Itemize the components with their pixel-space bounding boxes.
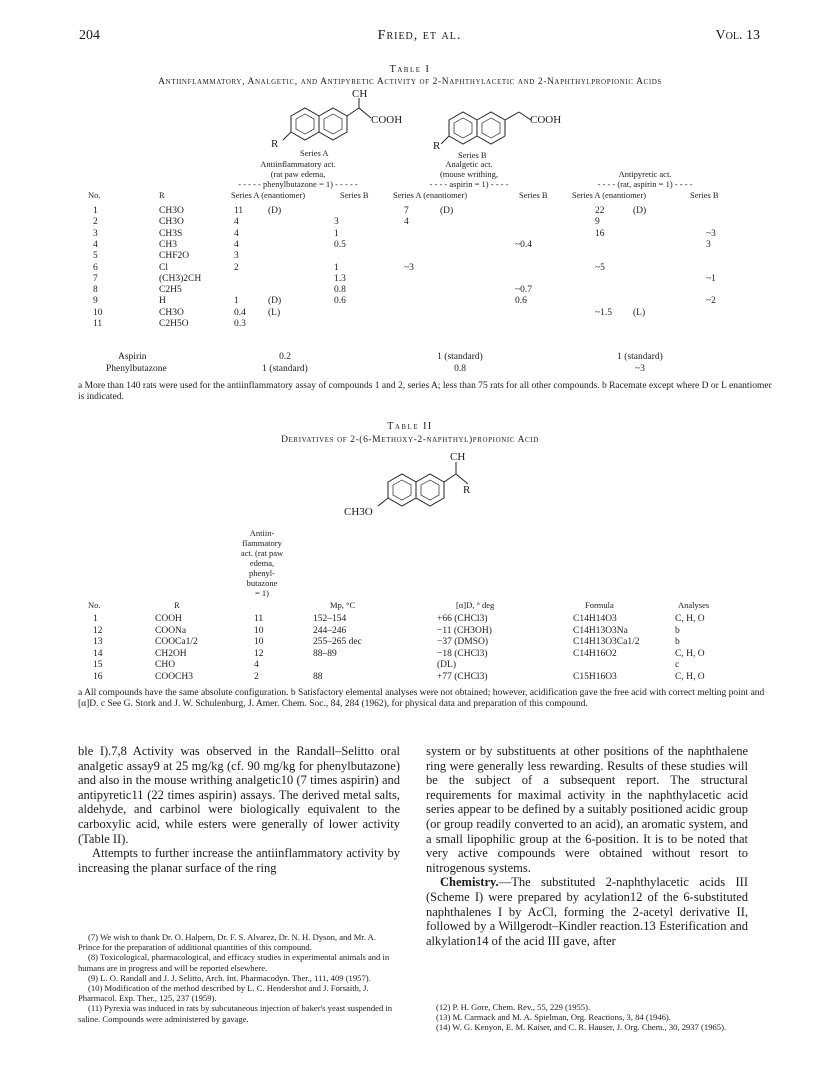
cell-no: 3 [93,228,98,239]
cell-antipyretic-a: 22 [595,206,605,216]
body-column-right [426,744,748,948]
cell-no: 13 [93,637,103,648]
footnotes-right [426,1002,748,1033]
cell-no: 8 [93,285,98,296]
body-column-left [78,744,400,875]
cell-antipyretic-b: 3 [706,239,711,250]
cell-antipyretic-enantiomer: (D) [633,206,647,216]
cell-rotation: +77 (CHCl3) [437,672,488,682]
reference-antiinflam: 0.2 [279,352,291,362]
table2-footnote: a All compounds have the same absolute configuration. b Satisfactory elemental analyses were not obtained; however, acidification gave the free acid with correct melting point and [α]D. c See G. Stork and J. W. Schulenburg, J. Amer. Chem. Soc., 84, 284 (1962), for physical data and preparation of this compound. [78,688,765,709]
reference-note: (13) M. Carmack and M. A. Spielman, Org. Reactions, 3, 84 (1946). [436,1012,671,1023]
cell-rotation: (DL) [437,660,456,671]
cell-r: COOCa1/2 [155,637,198,648]
series-b-cooh: COOH [530,114,562,126]
cell-r: Cl [159,262,168,273]
volume-label: Vol. 13 [715,28,760,43]
cell-mp: 88–89 [313,648,337,659]
cell-antipyretic-a: ~1.5 [595,307,613,318]
cell-no: 12 [93,625,103,636]
reference-antipyretic: ~3 [635,364,645,374]
cell-r: CHF2O [159,251,190,262]
chemistry-heading: Chemistry. [440,875,499,890]
cell-no: 9 [93,296,98,307]
cell-analyses: b [675,625,680,636]
cell-r: H [159,296,166,307]
cell-analyses: c [675,660,680,671]
reference-name: Aspirin [118,352,147,362]
cell-r: CHO [155,660,176,671]
running-authors: Fried, et al. [377,28,462,43]
running-head [79,28,760,46]
analgetic-group-header: Analgetic act. (mouse writhing, - - - - aspirin = 1) - - - - [429,159,509,189]
cell-mp: 152–154 [313,614,347,624]
cell-no: 2 [93,217,98,228]
cell-activity: 10 [254,625,264,636]
cell-activity: 10 [254,637,264,648]
cell-no: 6 [93,262,98,273]
body-paragraph: ble I).7,8 Activity was observed in the Randall–Selitto oral analgetic assay9 at 25 mg/kg (cf. 90 mg/kg for phenylbutazone) and also in the mouse writhing analgetic10 (7 times aspirin) and antipyretic11 (22 times aspirin) assays. The derived metal salts, aldehyde, and carbinol were biologically equivalent to the carboxylic acid, while esters were generally of lower activity (Table II). [78,744,400,846]
cell-formula: C14H16O2 [573,648,617,659]
cell-rotation: −18 (CHCl3) [437,648,488,659]
table1-title: Antiinflammatory, Analgetic, and Antipyretic Activity of 2-Naphthylacetic and 2-Naphthylpropionic Acids [158,77,662,87]
cell-no: 16 [93,672,103,682]
cell-formula: C14H13O3Na [573,625,628,636]
cell-antiinflam-enantiomer: (L) [268,307,281,318]
cell-antipyretic-a: 9 [595,217,600,228]
cell-antiinflam-a: 3 [234,251,239,262]
cell-no: 1 [93,206,98,216]
reference-antipyretic: 1 (standard) [617,352,663,362]
table2-och3: CH3O [344,506,373,518]
cell-antipyretic-b: ~2 [706,296,716,307]
footnotes-left [78,932,400,1024]
cell-formula: C14H13O3Ca1/2 [573,637,640,648]
cell-no: 1 [93,614,98,624]
cell-antiinflam-enantiomer: (D) [268,296,282,307]
cell-analyses: C, H, O [675,614,705,624]
cell-antiinflam-a: 0.4 [234,307,246,318]
series-a-label: Series A [300,148,329,158]
cell-formula: C14H14O3 [573,614,617,624]
cell-antiinflam-a: 0.3 [234,319,246,329]
cell-no: 15 [93,660,103,671]
cell-r: COOH [155,614,182,624]
body-paragraph: system or by substituents at other positions of the naphthalene ring were generally less rewarding. Results of these studies will be the subject of a subsequent report. The structural requirements for maximal activity in the naphthylacetic acid series appear to be defined by a suitably positioned acidic group (or group readily converted to an acid), an aromatic system, and a small lipophilic group at the 6-position. It is to be noted that very active compounds were obtained without resort to nitrogenous systems. [426,744,748,875]
table1-footnote: a More than 140 rats were used for the antiinflammatory assay of compounds 1 and 2, series A; less than 75 rats for all other compounds. b Racemate except where D or L enantiomer is indicated. [78,381,772,402]
series-b-r: R [433,140,441,152]
cell-antiinflam-b: 1 [334,262,339,273]
cell-antiinflam-b: 1.3 [334,273,346,284]
cell-r: CH3O [159,217,184,228]
cell-antiinflam-b: 3 [334,217,339,228]
page-number: 204 [79,28,100,43]
cell-antipyretic-b: ~3 [706,228,716,239]
cell-antipyretic-b: ~1 [706,273,716,284]
cell-activity: 4 [254,660,259,671]
body-paragraph: Attempts to further increase the antiinflammatory activity by increasing the planar surface of the ring [78,846,400,875]
cell-r: C2H5 [159,285,182,296]
table1-column-headers: No. R Series A (enantiomer) Series B Series A (enantiomer) Series B Series A (enantiomer) Series B [88,190,719,200]
reference-note: (9) L. O. Randall and J. J. Selitto, Arch. Int. Pharmacodyn. Ther., 111, 409 (1957). [88,972,371,983]
cell-antipyretic-a: ~5 [595,262,605,273]
reference-antiinflam: 1 (standard) [262,364,308,374]
table2-caption: Table II [387,421,433,432]
cell-no: 7 [93,273,98,284]
antiinflam-group-header: Antiinflammatory act. (rat paw edema, - - - - - phenylbutazone = 1) - - - - - [238,159,358,189]
reference-analgetic: 1 (standard) [437,352,483,362]
table1-caption: Table I [389,64,431,75]
reference-note: (7) We wish to thank Dr. O. Halpern, Dr. F. S. Alvarez, Dr. N. H. Dyson, and Mr. A. Prince for the preparation of additional quantities of this compound. [78,932,376,953]
cell-r: CH2OH [155,648,187,659]
cell-r: COONa [155,625,187,636]
cell-antiinflam-a: 4 [234,239,239,250]
series-b-label: Series B [458,150,487,160]
table2-r: R [463,484,471,496]
cell-r: CH3S [159,228,183,239]
chemistry-paragraph: Chemistry.—The substituted 2-naphthylacetic acids III (Scheme I) were prepared by acylation12 of the 6-substituted naphthalenes I by AcCl, forming the 2-acetyl derivative II, followed by a Willgerodt–Kindler reaction.13 Esterification and alkylation14 of the acid III gave, after [426,875,748,948]
cell-no: 10 [93,307,103,318]
cell-analgetic-a: 7 [404,206,409,216]
cell-analgetic-b: ~0.7 [515,285,533,296]
series-a-cooh: COOH [371,114,403,126]
cell-no: 4 [93,239,98,250]
antipyretic-group-header: Antipyretic act. - - - - (rat, aspirin = 1) - - - - [597,169,693,189]
cell-antiinflam-a: 4 [234,217,239,228]
reference-analgetic: 0.8 [454,364,466,374]
cell-rotation: −11 (CH3OH) [437,625,492,636]
cell-rotation: +66 (CHCl3) [437,614,488,624]
reference-note: (8) Toxicological, pharmacological, and efficacy studies in experimental animals and in humans are in progress and will be reported elsewhere. [78,952,390,973]
cell-antiinflam-a: 2 [234,262,239,273]
cell-r: (CH3)2CH [159,273,202,284]
cell-r: CH3O [159,307,184,318]
series-a-ch: CH [352,88,368,100]
cell-antiinflam-enantiomer: (D) [268,206,282,216]
cell-antiinflam-a: 1 [234,296,239,307]
cell-mp: 255–265 dec [313,637,362,648]
table2-activity-header: Antiin- flammatory act. (rat paw edema, phenyl- butazone = 1) [240,528,284,598]
cell-antiinflam-b: 0.6 [334,296,346,307]
cell-r: CH3 [159,239,177,250]
reference-note: (12) P. H. Gore, Chem. Rev., 55, 229 (1955). [436,1002,591,1012]
cell-antiinflam-b: 1 [334,228,339,239]
cell-no: 5 [93,251,98,262]
table2-structure [380,470,490,512]
cell-rotation: −37 (DMSO) [437,637,489,648]
cell-r: COOCH3 [155,672,194,682]
reference-note: (11) Pyrexia was induced in rats by subcutaneous injection of baker's yeast suspended in saline. Compounds were administered by gavage. [78,1003,393,1024]
cell-formula: C15H16O3 [573,672,617,682]
cell-analyses: b [675,637,680,648]
cell-analyses: C, H, O [675,672,705,682]
cell-antiinflam-a: 4 [234,228,239,239]
cell-antipyretic-a: 16 [595,228,605,239]
table2-title: Derivatives of 2-(6-Methoxy-2-naphthyl)propionic Acid [281,435,539,445]
cell-no: 14 [93,648,103,659]
cell-activity: 2 [254,672,259,682]
cell-analyses: C, H, O [675,648,705,659]
cell-antiinflam-b: 0.8 [334,285,346,296]
cell-analgetic-a: ~3 [404,262,414,273]
cell-activity: 11 [254,614,264,624]
reference-name: Phenylbutazone [106,364,167,374]
cell-analgetic-enantiomer: (D) [440,206,454,216]
reference-note: (10) Modification of the method described by L. C. Hendershot and J. Forsaith, J. Pharmacol. Exp. Ther., 125, 237 (1959). [78,983,369,1004]
cell-antiinflam-b: 0.5 [334,239,346,250]
cell-mp: 244–246 [313,625,347,636]
table2-ch: CH [450,451,466,463]
cell-antipyretic-enantiomer: (L) [633,307,646,318]
cell-analgetic-b: ~0.4 [515,239,533,250]
cell-r: C2H5O [159,319,189,329]
cell-analgetic-a: 4 [404,217,409,228]
cell-mp: 88 [313,672,323,682]
cell-activity: 12 [254,648,264,659]
cell-analgetic-b: 0.6 [515,296,527,307]
cell-no: 11 [93,319,103,329]
cell-antiinflam-a: 11 [234,206,244,216]
reference-note: (14) W. G. Kenyon, E. M. Kaiser, and C. R. Hauser, J. Org. Chem., 30, 2937 (1965). [436,1022,727,1033]
series-a-r: R [271,138,279,150]
table2-column-headers: No. R Mp, °C [α]D, ° deg Formula Analyses [88,600,710,610]
cell-r: CH3O [159,206,184,216]
